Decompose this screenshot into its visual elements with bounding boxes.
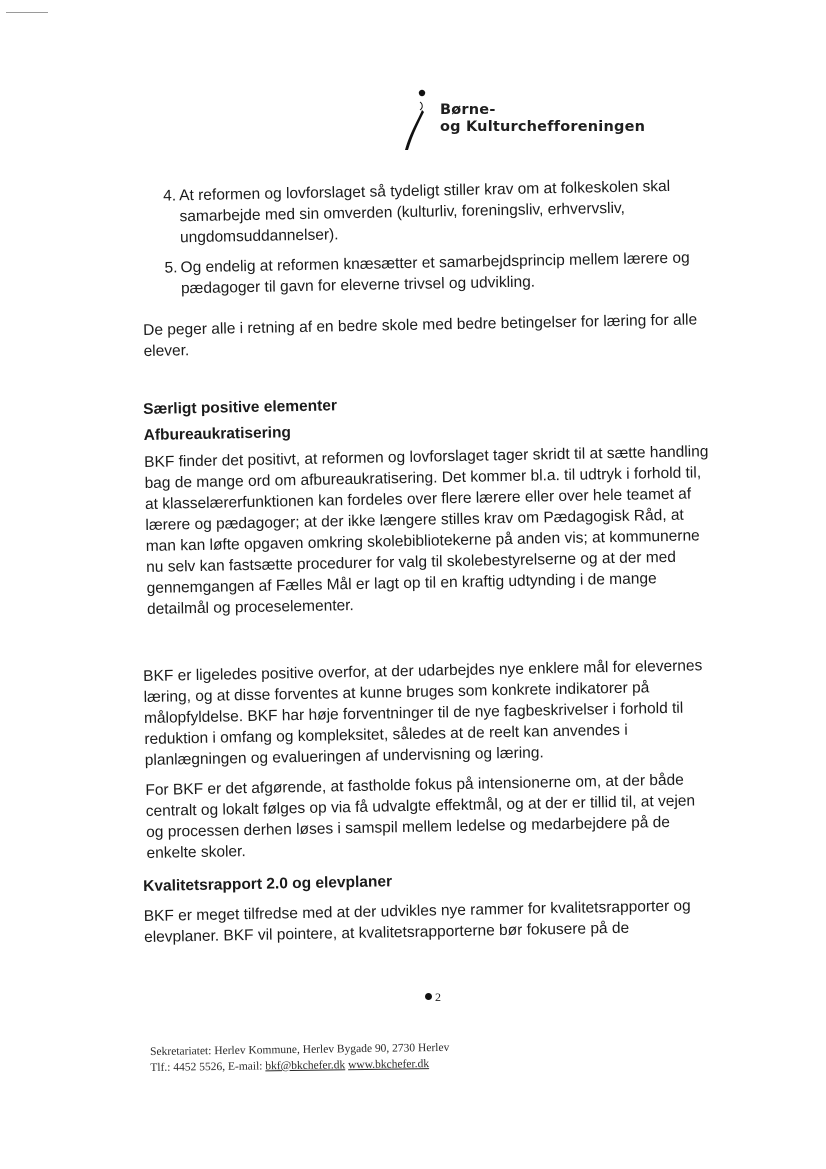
email-link[interactable]: bkf@bkchefer.dk [265,1059,346,1073]
paragraph-block [143,655,715,864]
paragraph: BKF er meget tilfredse med at der udvikles nye rammer for kvalitetsrapporter og elevplaner. BKF vil pointere, at kvalitetsrapporterne bør fokusere på de [143,897,691,946]
paragraph: For BKF er det afgørende, at fastholde fokus på intensionerne om, at der både centralt og lokalt følges op via få udvalgte effektmål, og at der er tillid til, at vejen og processen derhen løses i samspil mellem ledelse og medarbejdere på de enkelte skoler. [145,771,696,862]
footer-contact [150,1056,449,1076]
list-number: 4. [163,187,177,205]
footer-address: Sekretariatet: Herlev Kommune, Herlev Bygade 90, 2730 Herlev [150,1041,450,1058]
organization-name-line1: Børne- [440,102,496,118]
footer [150,1040,450,1076]
intro-paragraph-block [143,309,712,362]
section-quality-report [143,866,712,948]
section-positive-elements [143,389,715,620]
list-block [143,175,713,309]
list-item [144,247,713,300]
list-text: Og endelig at reformen knæsætter et samarbejdsprincip mellem lærere og pædagoger til gavn for eleverne trivsel og udvikling. [180,249,690,298]
section-heading: Særligt positive elementer [143,397,338,418]
footer-phone: Tlf.: 4452 5526, E-mail: [150,1060,266,1074]
website-link[interactable]: www.bkchefer.dk [347,1058,430,1072]
paragraph: BKF finder det positivt, at reformen og lovforslaget tager skridt til at sætte handling bag de mange ord om afbureaukratisering. Det kommer bl.a. til udtryk i forhold til, at klasselærerfunktionen kan fordeles over flere lærere eller over hele teamet af lærere og pædagoger; at der ikke længere stilles krav om Pædagogisk Råd, at man kan løfte opgaven omkring skolebibliotekerne på anden vis; at kommunerne nu selv kan fastsætte procedurer for valg til skolebestyrelserne og at der med gennemgangen af Fælles Mål er lagt op til en kraftig udtynding i de mange detailmål og proceselementer. [144,443,709,618]
organization-name [440,102,645,136]
subsection-heading: Afbureaukratisering [143,424,292,444]
list-text: At reformen og lovforslaget så tydeligt stiller krav om at folkeskolen skal samarbejde med sin omverden (kulturliv, foreningsliv, erhvervsliv, ungdomsuddannelser). [179,177,671,247]
list-number: 5. [164,259,178,277]
section-heading: Kvalitetsrapport 2.0 og elevplaner [143,873,393,895]
logo-figure-icon [398,88,438,156]
organization-logo [398,88,698,158]
page-number [425,990,441,1005]
list-item [143,175,712,249]
page-number-value: 2 [435,990,441,1004]
intro-paragraph: De peger alle i retning af en bedre skole med bedre betingelser for læring for alle elever. [143,311,698,360]
bullet-icon [425,993,432,1000]
scan-mark [6,12,48,13]
organization-name-line2: og Kulturchefforeningen [440,119,646,135]
paragraph: BKF er ligeledes positive overfor, at der udarbejdes nye enklere mål for elevernes læring, og at disse forventes at kunne bruges som konkrete indikatorer på målopfyldelse. BKF har høje forventninger til de nye fagbeskrivelser i forhold til reduktion i omfang og kompleksitet, således at de reelt kan anvendes i planlægningen og evalueringen af undervisning og læring. [143,657,703,769]
